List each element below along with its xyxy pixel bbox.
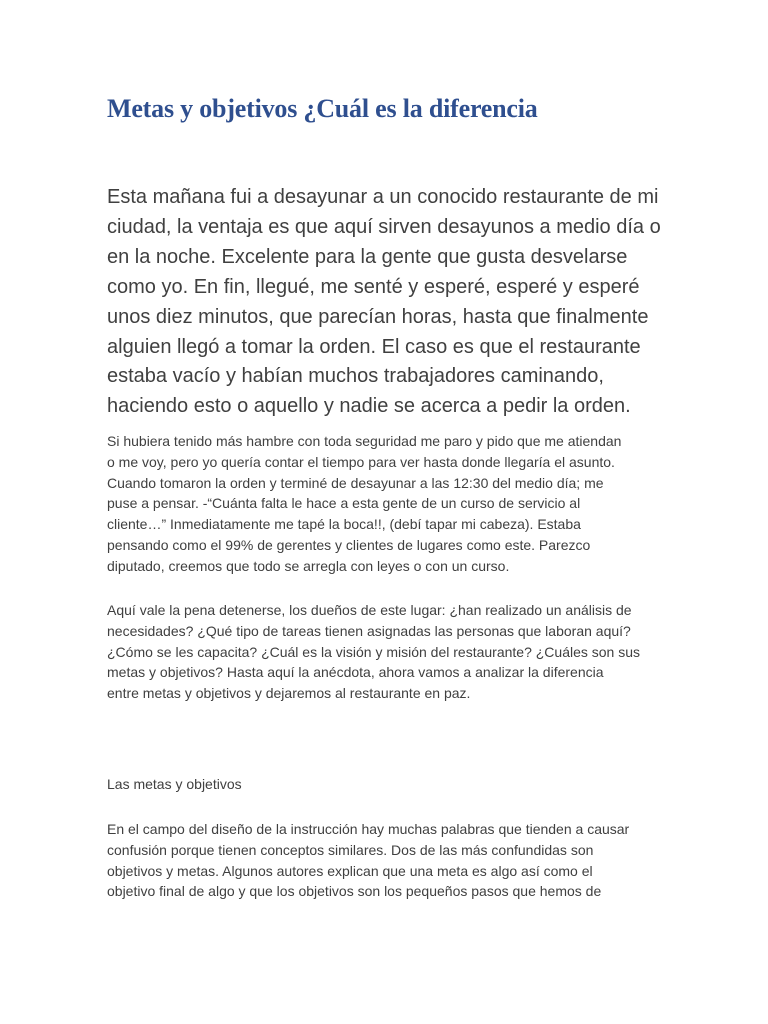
text-line: confusión porque tienen conceptos similares. Dos de las más confundidas son [107,841,594,858]
text-line: Esta mañana fui a desayunar a un conocido restaurante de mi [107,186,659,208]
text-line: Aquí vale la pena detenerse, los dueños de este lugar: ¿han realizado un análisis de [107,602,632,618]
text-line: como yo. En fin, llegué, me senté y esperé, esperé y esperé [107,275,640,298]
text-line: objetivo final de algo y que los objetivos son los pequeños pasos que hemos de [107,883,602,900]
text-line: pensando como el 99% de gerentes y clientes de lugares como este. Parezco [107,536,591,553]
text-line: En el campo del diseño de la instrucción hay muchas palabras que tienden a causar [107,821,630,837]
section-subheading: Las metas y objetivos [107,776,242,792]
text-line: unos diez minutos, que parecían horas, hasta que finalmente [107,305,649,328]
text-line: puse a pensar. -“Cuánta falta le hace a esta gente de un curso de servicio al [107,495,581,512]
text-line: haciendo esto o aquello y nadie se acerca a pedir la orden. [107,395,631,418]
body-paragraph-1 [107,431,667,577]
text-line: Cuando tomaron la orden y terminé de desayunar a las 12:30 del medio día; me [107,474,604,491]
text-line: o me voy, pero yo quería contar el tiempo para ver hasta donde llegaría el asunto. [107,453,615,470]
text-line: Si hubiera tenido más hambre con toda seguridad me paro y pido que me atiendan [107,433,622,449]
text-line: ¿Cómo se les capacita? ¿Cuál es la visión y misión del restaurante? ¿Cuáles son sus [107,643,641,660]
text-line: cliente…” Inmediatamente me tapé la boca!!, (debí tapar mi cabeza). Estaba [107,516,581,533]
text-line: objetivos y metas. Algunos autores explican que una meta es algo así como el [107,862,593,879]
lead-paragraph [107,183,667,422]
text-line: metas y objetivos? Hasta aquí la anécdota, ahora vamos a analizar la diferencia [107,664,604,681]
text-line: ciudad, la ventaja es que aquí sirven desayunos a medio día o [107,215,661,238]
text-line: estaba vacío y habían muchos trabajadores caminando, [107,365,604,388]
text-line: diputado, creemos que todo se arregla con leyes o con un curso. [107,557,510,574]
body-paragraph-2 [107,600,667,704]
body-paragraph-3 [107,819,667,902]
text-line: entre metas y objetivos y dejaremos al restaurante en paz. [107,685,471,702]
page-title: Metas y objetivos ¿Cuál es la diferencia [107,94,538,123]
text-line: necesidades? ¿Qué tipo de tareas tienen asignadas las personas que laboran aquí? [107,622,631,639]
text-line: en la noche. Excelente para la gente que gusta desvelarse [107,245,628,268]
text-line: alguien llegó a tomar la orden. El caso es que el restaurante [107,335,641,358]
